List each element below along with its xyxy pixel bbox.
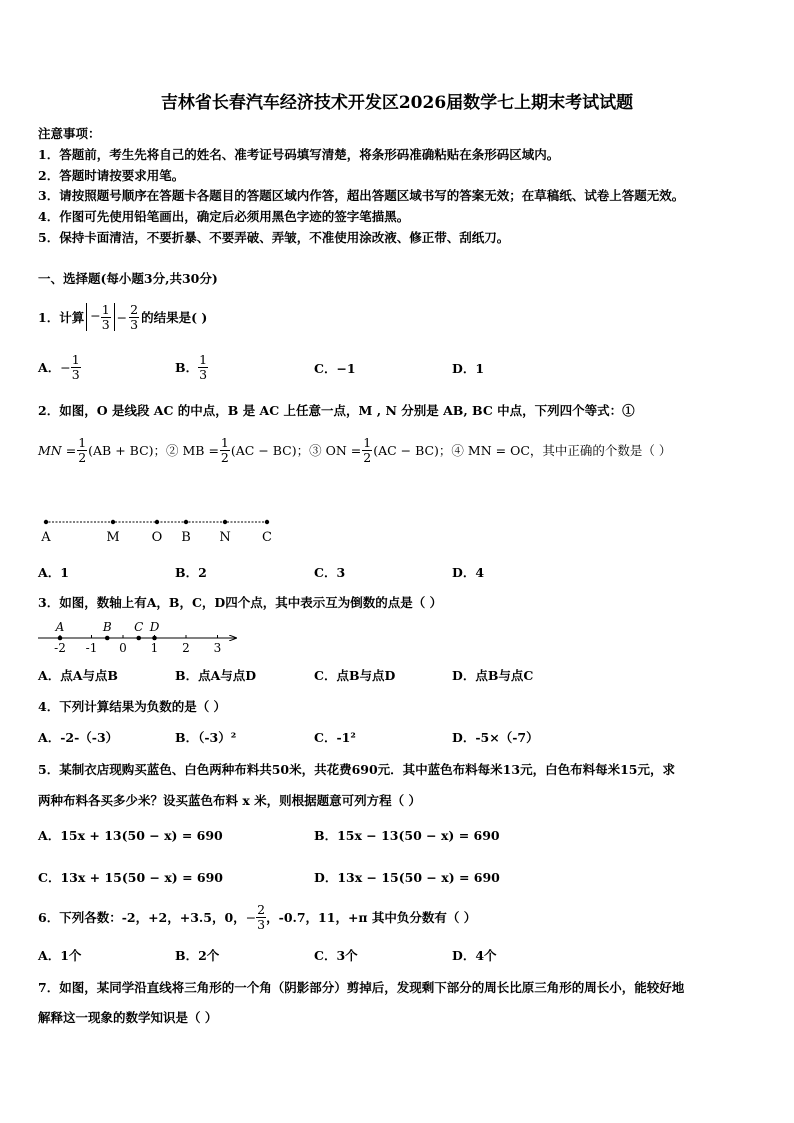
notice-item-1: 1．答题前，考生先将自己的姓名、准考证号码填写清楚，将条形码准确粘贴在条形码区域内。 [38, 147, 560, 162]
notice-heading: 注意事项： [38, 126, 101, 141]
q6-option-b: B．2个 [175, 948, 220, 963]
q2-point-label-C: C [262, 530, 272, 545]
q3-tick-label: -2 [54, 641, 66, 655]
q1-suffix: 的结果是( ) [141, 310, 208, 325]
q3-tick-label: -1 [85, 641, 98, 655]
question-7-line1: 7．如图，某同学沿直线将三角形的一个角（阴影部分）剪掉后，发现剩下部分的周长比原三角形的周长小，能较好地 [38, 980, 685, 995]
q2-point-label-M: M [106, 530, 120, 545]
q5-option-a: A．15x + 13(50 − x) = 690 [38, 828, 223, 843]
q2-point-C [265, 520, 269, 524]
question-6: 6．下列各数：-2，+2，+3.5，0， − $\frac{2}{3}$ ，-0.7，11，+π 其中负分数有（ ） [38, 902, 477, 932]
q3-point-label-A: A [55, 620, 65, 634]
q1-absolute-value: − $\frac{1}{3}$ [86, 303, 114, 330]
question-2-line2: MN = $\frac{1}{2}$ (AB + BC)；② MB = $\frac{1}{2}$ (AC − BC)；③ ON = $\frac{1}{2}$ (AC − BC)；④ MN = OC，其中正确的个数是（ ） [38, 435, 672, 465]
q1-option-d: D．1 [452, 361, 485, 376]
question-2-line1: 2．如图，O 是线段 AC 的中点，B 是 AC 上任意一点，M , N 分别是 AB, BC 中点，下列四个等式：① [38, 403, 635, 418]
q3-point-C [136, 636, 141, 641]
q1-option-a: A． − $\frac{1}{3}$ [38, 352, 80, 382]
question-7-line2: 解释这一现象的数学知识是（ ） [38, 1010, 218, 1025]
page-title: 吉林省长春汽车经济技术开发区2026届数学七上期末考试试题 [160, 93, 634, 113]
q3-point-label-C: C [134, 620, 144, 634]
q3-point-label-D: D [149, 620, 160, 634]
q2-point-label-A: A [41, 530, 51, 545]
q2-point-B [184, 520, 188, 524]
q1-fraction: $\frac{2}{3}$ [130, 302, 139, 332]
question-1: 1．计算 − $\frac{1}{3}$ − $\frac{2}{3}$ 的结果是( ) [38, 302, 208, 332]
q2-option-c: C．3 [314, 565, 346, 580]
q3-point-D [152, 636, 157, 641]
section-heading: 一、选择题(每小题3分,共30分) [38, 271, 218, 286]
question-3: 3．如图，数轴上有A，B，C，D四个点，其中表示互为倒数的点是（ ） [38, 595, 443, 610]
q3-point-A [58, 636, 63, 641]
q4-option-a: A．-2-（-3） [38, 730, 119, 745]
q5-option-b: B．15x − 13(50 − x) = 690 [314, 828, 500, 843]
q3-tick-label: 0 [119, 641, 127, 655]
q3-tick-label: 3 [213, 641, 222, 655]
q1-prefix: 1．计算 [38, 310, 85, 325]
q3-tick-label: 1 [150, 641, 159, 655]
q3-option-a: A．点A与点B [38, 668, 118, 683]
q2-point-N [223, 520, 227, 524]
q4-option-b: B．（-3）² [175, 730, 237, 745]
q6-option-a: A．1个 [38, 948, 82, 963]
q2-option-a: A．1 [38, 565, 69, 580]
q2-point-label-B: B [181, 530, 191, 545]
q2-point-A [44, 520, 48, 524]
q3-option-c: C．点B与点D [314, 668, 396, 683]
q3-point-label-B: B [102, 620, 112, 634]
q2-option-b: B．2 [175, 565, 207, 580]
q1-option-c: C．−1 [314, 361, 356, 376]
notice-item-2: 2．答题时请按要求用笔。 [38, 168, 185, 183]
q6-option-d: D．4个 [452, 948, 497, 963]
q6-option-c: C．3个 [314, 948, 358, 963]
notice-item-4: 4．作图可先使用铅笔画出，确定后必须用黑色字迹的签字笔描黑。 [38, 209, 410, 224]
q3-option-d: D．点B与点C [452, 668, 534, 683]
q5-option-d: D．13x − 15(50 − x) = 690 [314, 870, 500, 885]
q3-point-B [105, 636, 110, 641]
q4-option-d: D．-5×（-7） [452, 730, 539, 745]
q3-option-b: B．点A与点D [175, 668, 257, 683]
q2-point-M [111, 520, 115, 524]
q4-option-c: C．-1² [314, 730, 356, 745]
question-5-line1: 5．某制衣店现购买蓝色、白色两种布料共50米，共花费690元．其中蓝色布料每米13元，白色布料每米15元，求 [38, 762, 675, 777]
notice-item-3: 3．请按照题号顺序在答题卡各题目的答题区域内作答，超出答题区域书写的答案无效；在草稿纸、试卷上答题无效。 [38, 188, 685, 203]
q2-point-O [155, 520, 159, 524]
q1-option-b: B． $\frac{1}{3}$ [175, 352, 208, 382]
q2-segment-figure [36, 512, 286, 548]
q5-option-c: C．13x + 15(50 − x) = 690 [38, 870, 223, 885]
question-4: 4．下列计算结果为负数的是（ ） [38, 699, 227, 714]
notice-item-5: 5．保持卡面清洁，不要折暴、不要弄破、弄皱，不准使用涂改液、修正带、刮纸刀。 [38, 230, 510, 245]
q3-number-line [36, 618, 246, 658]
q2-point-label-O: O [151, 530, 163, 545]
q2-point-label-N: N [219, 530, 231, 545]
q2-option-d: D．4 [452, 565, 485, 580]
q3-tick-label: 2 [182, 641, 190, 655]
question-5-line2: 两种布料各买多少米？设买蓝色布料 x 米，则根据题意可列方程（ ） [38, 793, 422, 808]
